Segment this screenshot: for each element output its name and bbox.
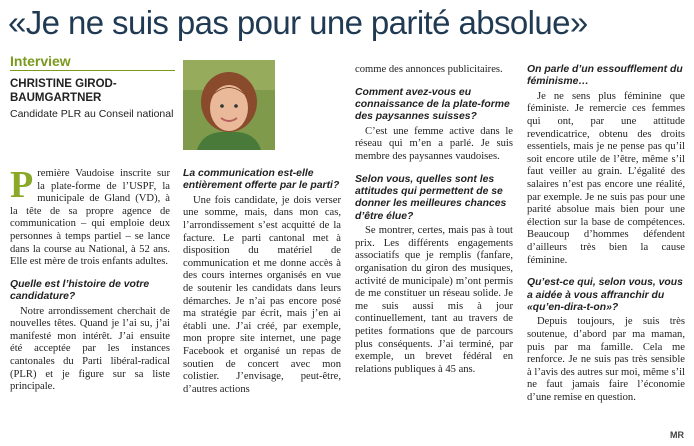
answer-2: Une fois candidate, je dois verser une somme, mais, dans mon cas, l’arrondissement s’est acquitté de la facture. Le parti cantonal met à disposition du matériel de communication et me donne accès à des cours internes organisés en vue de soutenir les candidats dans leurs démarches. Je n’ai pas encore posé ma stratégie par écrit, mais j’en ai établi une. J’ai créé, par exemple, mon propre site internet, une page Facebook et organisé un repas de soutien de concert avec mon colistier. J’envisage, peut-être, d’autres actions xyxy=(183,194,341,395)
intro-paragraph: remière Vaudoise inscrite sur la plate-forme de l’USPF, la municipale de Gland (VD), à la tête de sa propre agence de communication – qui emploie deux personnes à temps partiel – se lance dans la course au National, à 52 ans. Elle est mère de trois enfants adultes. xyxy=(10,168,170,268)
interviewee-name: CHRISTINE GIROD-BAUMGARTNER xyxy=(10,78,117,104)
question-2: La communication est-elle entièrement offerte par le parti? xyxy=(183,168,340,192)
column-2 xyxy=(183,168,341,396)
question-6: Qu’est-ce qui, selon vous, vous a aidée à vous affranchir du «qu’en-dira-t-on»? xyxy=(527,277,683,313)
author-credit: MR xyxy=(670,430,684,440)
drop-cap: P xyxy=(10,164,34,206)
portrait-photo xyxy=(183,60,275,150)
column-1 xyxy=(10,164,170,394)
question-3: Comment avez-vous eu connaissance de la plate-forme des paysannes suisses? xyxy=(355,86,510,123)
kicker-divider xyxy=(10,70,175,71)
answer-2-continued: comme des annonces publicitaires. xyxy=(355,64,503,75)
question-1: Quelle est l’histoire de votre candidature? xyxy=(10,278,150,303)
answer-6: Depuis toujours, je suis très soutenue, d’abord par ma maman, puis par ma famille. Cela me renforce. Je ne suis pas très sensible à l’avis des autres sur moi, même s’il ne faut jamais faire l’économie d’une remise en question. xyxy=(527,316,685,403)
answer-1: Notre arrondissement cherchait de nouvelles têtes. Quand je l’ai su, j’ai manifesté mon intérêt. J’ai ensuite été acceptée par les instances cantonales du Parti libéral-radical (PLR) et je figure sur sa liste principale. xyxy=(10,305,170,393)
question-4: Selon vous, quelles sont les attitudes qui permettent de se donner les meilleures chances d’être élue? xyxy=(355,173,507,222)
answer-3: C’est une femme active dans le réseau qui m’en a parlé. Je suis membre des paysannes vaudoises. xyxy=(355,125,513,162)
question-5: On parle d’un essoufflement du féminisme… xyxy=(527,64,683,88)
interviewee-role: Candidate PLR au Conseil national xyxy=(10,108,174,120)
column-4 xyxy=(527,64,685,405)
column-3 xyxy=(355,64,513,376)
answer-5: Je ne sens plus féminine que féministe. Je remercie ces femmes qui ont, par une attitude revendicatrice, obtenu des droits essentiels, mais je ne pense pas qu’il soit encore utile de l’être, même s’il faut veiller au grain. L’égalité des salaires n’est pas encore une réalité, par exemple. Je ne suis pas pour une parité absolue mais bien pour une élection sur la base de compétences. Beaucoup d’hommes défendent d’ailleurs très bien la cause féminine. xyxy=(527,90,685,266)
answer-4: Se montrer, certes, mais pas à tout prix. Les différents engagements associatifs que je remplis (fanfare, organisation du giron des musiques, activité de municipale) m’ont permis de me constituer un réseau solide. Je me suis aussi mis à jour continuellement, tant au travers de petites formations que de parcours plus conséquents. J’ai terminé, par exemple, un brevet fédéral en relations publiques à 45 ans. xyxy=(355,225,513,375)
headline: «Je ne suis pas pour une parité absolue» xyxy=(8,4,588,41)
kicker-label: Interview xyxy=(10,53,71,69)
